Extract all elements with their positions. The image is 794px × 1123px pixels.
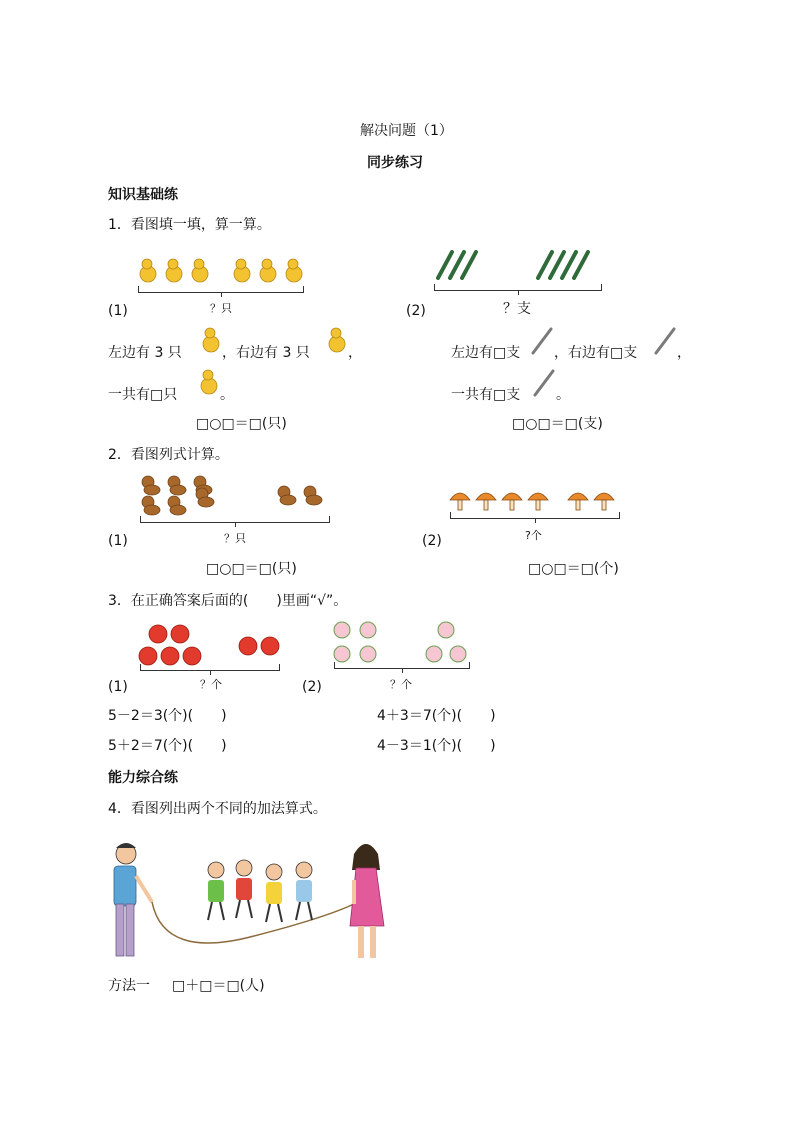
peach-icon <box>450 646 466 662</box>
chick-icon <box>260 259 276 282</box>
q3-2-option-1: 4＋3＝7(个)( ) <box>377 708 496 724</box>
q1-2-line1b: ，右边有□支 <box>554 345 638 361</box>
peach-icons <box>330 620 472 666</box>
q1-2-line2a: 一共有□支 <box>451 387 521 403</box>
q3-2-brace-label: ？个 <box>390 678 412 691</box>
q2-2-brace-label: ?个 <box>525 529 542 542</box>
q3-1-brace-label: ？个 <box>200 678 222 691</box>
page-title: 解决问题（1） <box>360 123 453 139</box>
question-3-prompt: 3．在正确答案后面的( )里画“√”。 <box>108 593 348 609</box>
child-figure <box>266 864 282 922</box>
chick-icon <box>200 324 222 354</box>
q3-1-option-1: 5－2＝3(个)( ) <box>108 708 227 724</box>
monkey-icon <box>142 496 160 515</box>
q4-method1-equation: □＋□＝□(人) <box>172 978 265 994</box>
q1-1-brace-label: ？只 <box>210 302 232 315</box>
jump-rope-illustration <box>104 840 394 966</box>
q2-2-equation: □○□＝□(个) <box>528 561 619 577</box>
chick-icon <box>192 259 208 282</box>
question-4-prompt: 4．看图列出两个不同的加法算式。 <box>108 801 327 817</box>
q1-1-line1b: ，右边有 3 只 <box>222 345 310 361</box>
peach-icon <box>360 646 376 662</box>
monkey-icon <box>168 476 186 495</box>
q2-2-brace <box>450 512 620 519</box>
q3-2-number: (2) <box>302 679 322 695</box>
rope <box>152 902 354 943</box>
chick-icons <box>136 256 306 286</box>
chick-icon <box>166 259 182 282</box>
q1-2-equation: □○□＝□(支) <box>512 416 603 432</box>
apple-icon <box>239 637 257 655</box>
q3-2-brace <box>334 662 470 669</box>
q1-1-number: (1) <box>108 303 128 319</box>
q1-2-brace <box>434 284 602 291</box>
question-1-prompt: 1．看图填一填，算一算。 <box>108 217 271 233</box>
mushroom-icon <box>450 493 470 510</box>
mushroom-icons <box>448 486 622 514</box>
peach-icon <box>334 622 350 638</box>
mushroom-icon <box>528 493 548 510</box>
apple-icon <box>261 637 279 655</box>
q1-2-line1c: ， <box>677 345 691 361</box>
q3-1-number: (1) <box>108 679 128 695</box>
apple-icons <box>136 622 282 670</box>
q2-1-brace-label: ？只 <box>224 532 246 545</box>
apple-icon <box>149 625 167 643</box>
peach-icon <box>426 646 442 662</box>
monkey-icons <box>138 472 330 518</box>
mushroom-icon <box>594 493 614 510</box>
q1-2-brace-label: ？支 <box>503 301 531 317</box>
section-ability-title: 能力综合练 <box>108 770 178 786</box>
pencil-icons <box>434 248 604 282</box>
mushroom-icon <box>568 493 588 510</box>
monkey-icon <box>168 496 186 515</box>
child-figure <box>236 860 252 918</box>
q1-2-line1a: 左边有□支 <box>451 345 521 361</box>
peach-icon <box>438 622 454 638</box>
child-figure <box>296 862 312 920</box>
page-subtitle: 同步练习 <box>367 155 423 171</box>
apple-icon <box>161 647 179 665</box>
q1-1-brace <box>138 286 304 293</box>
q1-1-line2a: 一共有□只 <box>108 387 178 403</box>
apple-icon <box>183 647 201 665</box>
man-figure <box>114 843 152 956</box>
q1-1-line1c: ， <box>348 345 362 361</box>
apple-icon <box>171 625 189 643</box>
q1-2-line2b: 。 <box>556 387 570 403</box>
peach-icon <box>360 622 376 638</box>
monkey-icon <box>142 476 160 495</box>
q1-1-equation: □○□＝□(只) <box>196 416 287 432</box>
q3-1-brace <box>140 664 280 671</box>
question-2-prompt: 2．看图列式计算。 <box>108 447 229 463</box>
pencil-icon <box>532 368 556 398</box>
mushroom-icon <box>476 493 496 510</box>
q1-1-line1a: 左边有 3 只 <box>108 345 182 361</box>
q3-1-option-2: 5＋2＝7(个)( ) <box>108 738 227 754</box>
section-basic-title: 知识基础练 <box>108 187 178 203</box>
pencil-icon <box>530 326 554 356</box>
pencil-icon <box>653 326 677 356</box>
q1-1-line2b: 。 <box>220 387 234 403</box>
monkey-icon <box>278 486 296 505</box>
chick-icon <box>234 259 250 282</box>
woman-figure <box>350 844 384 958</box>
q2-1-brace <box>140 516 330 523</box>
q1-2-number: (2) <box>406 303 426 319</box>
apple-icon <box>139 647 157 665</box>
q3-2-option-2: 4－3＝1(个)( ) <box>377 738 496 754</box>
q2-1-equation: □○□＝□(只) <box>206 561 297 577</box>
q2-1-number: (1) <box>108 533 128 549</box>
q2-2-number: (2) <box>422 533 442 549</box>
chick-icon <box>140 259 156 282</box>
mushroom-icon <box>502 493 522 510</box>
q4-method1-label: 方法一 <box>108 978 150 994</box>
child-figure <box>208 862 224 920</box>
chick-icon <box>198 366 220 396</box>
peach-icon <box>334 646 350 662</box>
chick-icon <box>326 324 348 354</box>
chick-icon <box>286 259 302 282</box>
monkey-icon <box>304 486 322 505</box>
children-figures <box>208 860 312 922</box>
